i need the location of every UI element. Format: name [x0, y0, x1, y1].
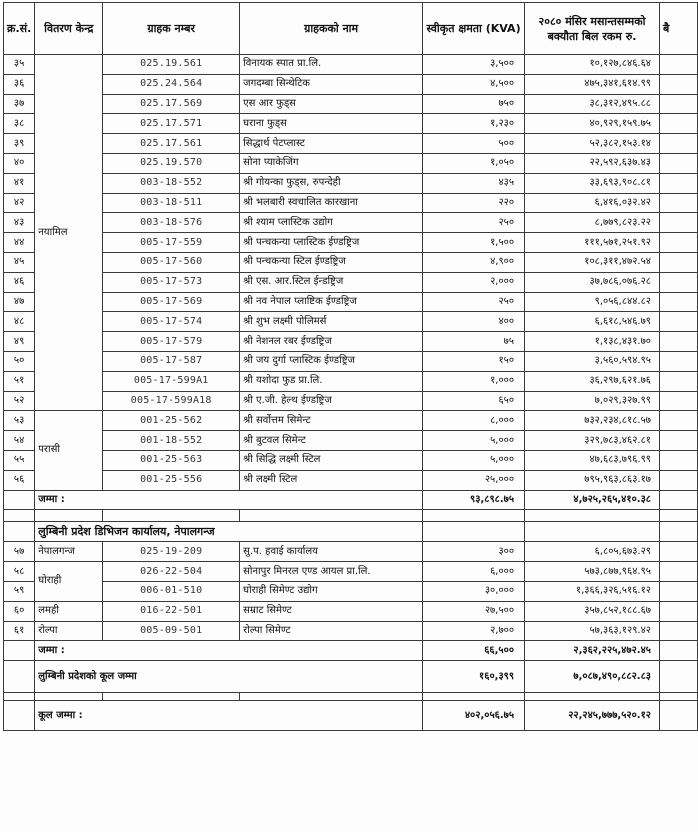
- row-edge-cell: [660, 542, 698, 562]
- row-sn: ५९: [4, 581, 35, 601]
- row-amount: २२,५९२,६३७.४३: [525, 153, 660, 173]
- table-row: [4, 351, 698, 371]
- table-row: [4, 312, 698, 332]
- row-capacity: ४००: [423, 312, 525, 332]
- header-amount: २०८० मंसिर मसान्तसम्मको बक्यौता बिल रकम रु.: [525, 3, 660, 55]
- table-row: [4, 55, 698, 75]
- table-row: [4, 371, 698, 391]
- row-edge-cell: [660, 153, 698, 173]
- row-edge-cell: [660, 173, 698, 193]
- arrears-table: [3, 2, 698, 731]
- row-customer-no: 005-17-579: [103, 332, 240, 352]
- row-capacity: १,२३०: [423, 114, 525, 134]
- total-amount: ४,७२५,२६५,४१०.३८: [525, 490, 660, 510]
- total-label: जम्मा :: [35, 490, 423, 510]
- grand-total-row: [4, 701, 698, 731]
- row-customer-name: जगदम्बा सिन्थेटिक: [240, 74, 423, 94]
- row-customer-no: 001-25-556: [103, 470, 240, 490]
- row-amount: ७९५,९६३,८६३.१७: [525, 470, 660, 490]
- spacer-cell: [423, 693, 525, 701]
- total-capacity: ६६,५००: [423, 641, 525, 661]
- row-capacity: ४,९००: [423, 252, 525, 272]
- row-amount: ६,६१८,५४६.७९: [525, 312, 660, 332]
- row-sn: ३८: [4, 114, 35, 134]
- total-edge-cell: [660, 641, 698, 661]
- spacer-cell: [660, 693, 698, 701]
- row-sn: ४०: [4, 153, 35, 173]
- row-customer-no: 001-25-562: [103, 411, 240, 431]
- section-heading-row: [4, 522, 698, 542]
- row-capacity: ४३५: [423, 173, 525, 193]
- spacer-cell: [525, 693, 660, 701]
- total-capacity: १६०,३९९: [423, 661, 525, 693]
- table-row: [4, 94, 698, 114]
- row-capacity: ३०,०००: [423, 581, 525, 601]
- header-edge: बै: [660, 3, 698, 55]
- row-amount: ६,४१६,०३२.४२: [525, 193, 660, 213]
- row-sn: ४१: [4, 173, 35, 193]
- row-customer-name: श्री पन्चकन्या स्टिल ईण्डष्ट्रिज: [240, 252, 423, 272]
- header-sn: क्र.सं.: [4, 3, 35, 55]
- row-customer-no: 025.19.561: [103, 55, 240, 75]
- table-row: [4, 450, 698, 470]
- row-amount: ५२,३८२,१५३.१४: [525, 134, 660, 154]
- row-capacity: ७५: [423, 332, 525, 352]
- row-capacity: ८,०००: [423, 411, 525, 431]
- row-edge-cell: [660, 114, 698, 134]
- row-capacity: ६,०००: [423, 562, 525, 582]
- row-amount: ५७३,८७७,९६४.९५: [525, 562, 660, 582]
- table-row: [4, 233, 698, 253]
- total-edge-cell: [660, 701, 698, 731]
- row-customer-name: श्री नव नेपाल प्लाष्टिक ईण्डष्ट्रिज: [240, 292, 423, 312]
- row-sn: ४९: [4, 332, 35, 352]
- row-edge-cell: [660, 391, 698, 411]
- row-customer-no: 005-17-559: [103, 233, 240, 253]
- table-row: [4, 272, 698, 292]
- row-customer-no: 005-17-574: [103, 312, 240, 332]
- row-sn: ४६: [4, 272, 35, 292]
- table-row: [4, 542, 698, 562]
- row-sn: ४४: [4, 233, 35, 253]
- row-customer-name: श्री नेशनल रबर ईण्डष्ट्रिज: [240, 332, 423, 352]
- subtotal-row-a: [4, 490, 698, 510]
- total-blank: [4, 641, 35, 661]
- row-edge-cell: [660, 562, 698, 582]
- row-sn: ३९: [4, 134, 35, 154]
- spacer-cell: [423, 510, 525, 522]
- row-capacity: २५०: [423, 292, 525, 312]
- row-sn: ५३: [4, 411, 35, 431]
- row-customer-name: श्री यशोदा फुड प्रा.लि.: [240, 371, 423, 391]
- table-row: [4, 252, 698, 272]
- row-customer-name: श्री लक्ष्मी स्टिल: [240, 470, 423, 490]
- row-customer-name: श्री जय दुर्गा प्लास्टिक ईण्डष्ट्रिज: [240, 351, 423, 371]
- table-row: [4, 153, 698, 173]
- row-amount: ३८,३१२,४९५.८८: [525, 94, 660, 114]
- table-body-a: [4, 55, 698, 731]
- section-blank: [4, 522, 35, 542]
- row-customer-no: 005-17-599A18: [103, 391, 240, 411]
- table-row: [4, 213, 698, 233]
- row-edge-cell: [660, 351, 698, 371]
- total-amount: २२,२४५,७७७,५२०.१२: [525, 701, 660, 731]
- row-customer-name: श्री गोयन्का फुड्स, रुपन्देही: [240, 173, 423, 193]
- table-row: [4, 193, 698, 213]
- row-edge-cell: [660, 233, 698, 253]
- row-customer-name: सोना प्याकेजिंग: [240, 153, 423, 173]
- row-capacity: ५,०००: [423, 450, 525, 470]
- row-customer-no: 005-17-573: [103, 272, 240, 292]
- table-row: [4, 391, 698, 411]
- row-customer-name: घोराही सिमेण्ट उद्योग: [240, 581, 423, 601]
- row-center: परासी: [35, 411, 103, 490]
- row-capacity: २२०: [423, 193, 525, 213]
- row-sn: ४५: [4, 252, 35, 272]
- row-customer-no: 005-17-569: [103, 292, 240, 312]
- row-amount: १०८,३११,४७२.५४: [525, 252, 660, 272]
- row-customer-name: सु.प. हवाई कार्यालय: [240, 542, 423, 562]
- header-row: [4, 3, 698, 55]
- total-label: लुम्बिनी प्रदेशको कूल जम्मा: [35, 661, 423, 693]
- total-label: कूल जम्मा :: [35, 701, 423, 731]
- row-center: नयामिल: [35, 55, 103, 411]
- row-center: लमही: [35, 601, 103, 621]
- row-capacity: १५०: [423, 351, 525, 371]
- row-customer-no: 001-25-563: [103, 450, 240, 470]
- total-blank: [4, 490, 35, 510]
- total-edge-cell: [660, 490, 698, 510]
- row-customer-name: श्री शुभ लक्ष्मी पोलिमर्स: [240, 312, 423, 332]
- row-edge-cell: [660, 581, 698, 601]
- total-capacity: ४०२,०५६.७५: [423, 701, 525, 731]
- row-sn: ५०: [4, 351, 35, 371]
- row-sn: ५६: [4, 470, 35, 490]
- row-edge-cell: [660, 272, 698, 292]
- row-capacity: २५,०००: [423, 470, 525, 490]
- spacer-cell: [660, 510, 698, 522]
- row-capacity: २,७००: [423, 621, 525, 641]
- row-amount: ३,५६०,५९४.९५: [525, 351, 660, 371]
- row-amount: ९,०५६,८४४.८२: [525, 292, 660, 312]
- row-customer-no: 025.17.571: [103, 114, 240, 134]
- table-row: [4, 581, 698, 601]
- row-sn: ४२: [4, 193, 35, 213]
- table-row: [4, 173, 698, 193]
- row-edge-cell: [660, 55, 698, 75]
- row-sn: ५२: [4, 391, 35, 411]
- row-amount: ३७,७८६,०७६.२८: [525, 272, 660, 292]
- row-edge-cell: [660, 411, 698, 431]
- subtotal-row-b: [4, 641, 698, 661]
- row-customer-name: श्री पन्चकन्या प्लास्टिक ईण्डष्ट्रिज: [240, 233, 423, 253]
- spacer-row: [4, 510, 698, 522]
- row-customer-no: 025-19-209: [103, 542, 240, 562]
- table-row: [4, 562, 698, 582]
- header-capacity: स्वीकृत क्षमता (KVA): [423, 3, 525, 55]
- row-customer-name: घराना फुड्स: [240, 114, 423, 134]
- total-edge-cell: [660, 661, 698, 693]
- row-customer-no: 005-09-501: [103, 621, 240, 641]
- row-customer-name: श्री ए.जी. हेल्थ ईण्डष्ट्रिज: [240, 391, 423, 411]
- row-edge-cell: [660, 470, 698, 490]
- spacer-cell: [4, 510, 35, 522]
- section-blank: [525, 522, 660, 542]
- row-amount: ३६,२९७,६२१.७६: [525, 371, 660, 391]
- row-customer-name: विनायक स्पात प्रा.लि.: [240, 55, 423, 75]
- spacer-cell: [240, 510, 423, 522]
- row-capacity: ४,५००: [423, 74, 525, 94]
- row-customer-no: 026-22-504: [103, 562, 240, 582]
- table-row: [4, 332, 698, 352]
- row-edge-cell: [660, 74, 698, 94]
- row-customer-no: 005-17-599A1: [103, 371, 240, 391]
- row-amount: १,३६६,३२६,५१६.१२: [525, 581, 660, 601]
- row-customer-name: सम्राट सिमेण्ट: [240, 601, 423, 621]
- row-edge-cell: [660, 601, 698, 621]
- row-customer-no: 016-22-501: [103, 601, 240, 621]
- row-sn: ४७: [4, 292, 35, 312]
- row-customer-name: एस आर फुड्स: [240, 94, 423, 114]
- section-blank: [423, 522, 525, 542]
- row-amount: ४०,९२९,१५९.७५: [525, 114, 660, 134]
- row-edge-cell: [660, 134, 698, 154]
- row-amount: १०,१२७,८४६.६४: [525, 55, 660, 75]
- row-sn: ४८: [4, 312, 35, 332]
- row-customer-no: 025.19.570: [103, 153, 240, 173]
- spacer-cell: [525, 510, 660, 522]
- spacer-cell: [35, 693, 103, 701]
- table-row: [4, 601, 698, 621]
- row-customer-name: रोल्पा सिमेण्ट: [240, 621, 423, 641]
- row-sn: ३७: [4, 94, 35, 114]
- header-customer-no: ग्राहक नम्बर: [103, 3, 240, 55]
- spacer-cell: [4, 693, 35, 701]
- row-sn: ६१: [4, 621, 35, 641]
- row-sn: ६०: [4, 601, 35, 621]
- row-customer-name: श्री बुटवल सिमेन्ट: [240, 431, 423, 451]
- row-customer-no: 025.17.569: [103, 94, 240, 114]
- spacer-row: [4, 693, 698, 701]
- table-row: [4, 431, 698, 451]
- row-customer-no: 005-17-560: [103, 252, 240, 272]
- row-edge-cell: [660, 94, 698, 114]
- row-amount: १११,५७१,२५१.९२: [525, 233, 660, 253]
- row-center: नेपालगन्ज: [35, 542, 103, 562]
- table-row: [4, 292, 698, 312]
- table-row: [4, 411, 698, 431]
- row-sn: ५१: [4, 371, 35, 391]
- row-capacity: ५००: [423, 134, 525, 154]
- row-amount: ८,७७९,८२३.२२: [525, 213, 660, 233]
- total-label: जम्मा :: [35, 641, 423, 661]
- row-customer-name: श्री श्याम प्लास्टिक उद्योग: [240, 213, 423, 233]
- province-total-row: [4, 661, 698, 693]
- row-sn: ३६: [4, 74, 35, 94]
- row-edge-cell: [660, 312, 698, 332]
- row-capacity: ३,५००: [423, 55, 525, 75]
- row-edge-cell: [660, 213, 698, 233]
- row-customer-name: श्री सिद्धि लक्ष्मी स्टिल: [240, 450, 423, 470]
- total-blank: [4, 661, 35, 693]
- table-row: [4, 114, 698, 134]
- row-edge-cell: [660, 332, 698, 352]
- row-capacity: २५०: [423, 213, 525, 233]
- total-amount: २,३६२,२२५,४७२.४५: [525, 641, 660, 661]
- table-row: [4, 621, 698, 641]
- row-sn: ५५: [4, 450, 35, 470]
- total-amount: ७,०८७,४९०,८८२.८३: [525, 661, 660, 693]
- row-customer-name: श्री भलबारी स्वचालित कारखाना: [240, 193, 423, 213]
- row-amount: ७,०२९,३२७.९९: [525, 391, 660, 411]
- row-center: रोल्पा: [35, 621, 103, 641]
- header-center: वितरण केन्द्र: [35, 3, 103, 55]
- row-capacity: १,०००: [423, 371, 525, 391]
- row-capacity: १,५००: [423, 233, 525, 253]
- row-amount: ७३२,२३४,८१८.५७: [525, 411, 660, 431]
- row-edge-cell: [660, 621, 698, 641]
- row-customer-no: 003-18-552: [103, 173, 240, 193]
- row-customer-name: श्री एस. आर.स्टिल ईन्डष्ट्रिज: [240, 272, 423, 292]
- row-amount: ३२९,७८३,४६२.८१: [525, 431, 660, 451]
- row-customer-no: 001-18-552: [103, 431, 240, 451]
- spacer-cell: [103, 693, 240, 701]
- spacer-cell: [240, 693, 423, 701]
- section-blank: [660, 522, 698, 542]
- row-capacity: २,०००: [423, 272, 525, 292]
- total-blank: [4, 701, 35, 731]
- row-edge-cell: [660, 371, 698, 391]
- row-capacity: १,०५०: [423, 153, 525, 173]
- row-capacity: ६५०: [423, 391, 525, 411]
- spacer-cell: [35, 510, 103, 522]
- row-sn: ५८: [4, 562, 35, 582]
- row-customer-no: 025.17.561: [103, 134, 240, 154]
- row-sn: ५७: [4, 542, 35, 562]
- row-amount: ६,८०५,६७३.२९: [525, 542, 660, 562]
- header-customer-name: ग्राहकको नाम: [240, 3, 423, 55]
- table-row: [4, 134, 698, 154]
- row-edge-cell: [660, 193, 698, 213]
- row-sn: ४३: [4, 213, 35, 233]
- spacer-cell: [103, 510, 240, 522]
- row-customer-no: 003-18-576: [103, 213, 240, 233]
- row-customer-name: सोनापुर मिनरल एण्ड आयल प्रा.लि.: [240, 562, 423, 582]
- row-capacity: २७,५००: [423, 601, 525, 621]
- total-capacity: ९३,८९८.७५: [423, 490, 525, 510]
- row-customer-no: 003-18-511: [103, 193, 240, 213]
- row-amount: ५७,३६३,१२९.४२: [525, 621, 660, 641]
- row-sn: ५४: [4, 431, 35, 451]
- row-amount: १,१३८,४३१.७०: [525, 332, 660, 352]
- row-amount: ४७५,३४१,६१४.९९: [525, 74, 660, 94]
- row-customer-no: 005-17-587: [103, 351, 240, 371]
- row-capacity: ३००: [423, 542, 525, 562]
- row-customer-no: 025.24.564: [103, 74, 240, 94]
- row-customer-name: सिद्धार्थ पेटप्लास्ट: [240, 134, 423, 154]
- row-customer-name: श्री सर्वोत्तम सिमेन्ट: [240, 411, 423, 431]
- row-edge-cell: [660, 450, 698, 470]
- section-title: लुम्बिनी प्रदेश डिभिजन कार्यालय, नेपालगन्ज: [35, 522, 423, 542]
- row-edge-cell: [660, 252, 698, 272]
- row-edge-cell: [660, 292, 698, 312]
- row-amount: ३३,६९३,९०८.८१: [525, 173, 660, 193]
- row-center: घोराही: [35, 562, 103, 602]
- row-customer-no: 006-01-510: [103, 581, 240, 601]
- row-amount: ४७,६८३,७९६.९९: [525, 450, 660, 470]
- row-capacity: ५,०००: [423, 431, 525, 451]
- row-capacity: ७५०: [423, 94, 525, 114]
- row-edge-cell: [660, 431, 698, 451]
- row-sn: ३५: [4, 55, 35, 75]
- row-amount: ३५७,८५२,१८८.६७: [525, 601, 660, 621]
- table-row: [4, 470, 698, 490]
- table-row: [4, 74, 698, 94]
